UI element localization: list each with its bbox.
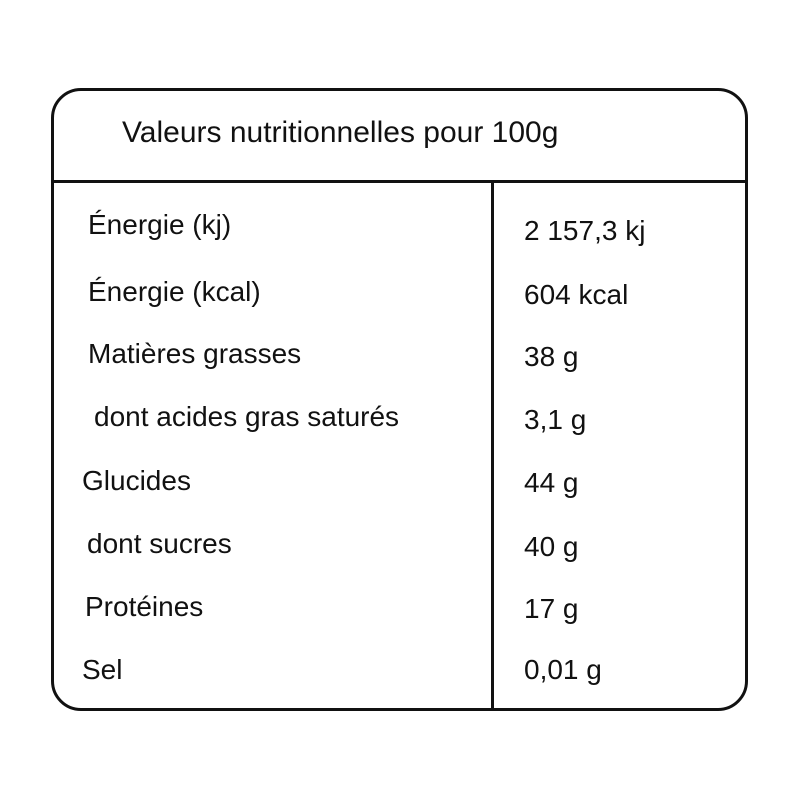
row-value-sugars: 40 g (524, 531, 579, 562)
nutrition-table (51, 88, 748, 711)
row-value-saturated-fat: 3,1 g (524, 404, 587, 435)
row-label-fat: Matières grasses (88, 338, 302, 369)
table-rows (54, 91, 745, 708)
row-value-energy-kcal: 604 kcal (524, 279, 629, 310)
table-title: Valeurs nutritionnelles pour 100g (122, 116, 559, 149)
row-label-energy-kj: Énergie (kj) (88, 209, 232, 240)
row-label-sugars: dont sucres (87, 528, 232, 559)
row-value-protein: 17 g (524, 593, 579, 624)
row-value-salt: 0,01 g (524, 654, 602, 685)
row-label-protein: Protéines (85, 591, 204, 622)
row-value-carbohydrates: 44 g (524, 467, 579, 498)
row-value-fat: 38 g (524, 341, 579, 372)
row-label-salt: Sel (82, 654, 123, 685)
row-label-energy-kcal: Énergie (kcal) (88, 276, 261, 307)
row-value-energy-kj: 2 157,3 kj (524, 215, 646, 246)
row-label-saturated-fat: dont acides gras saturés (94, 401, 400, 432)
row-label-carbohydrates: Glucides (82, 465, 191, 496)
